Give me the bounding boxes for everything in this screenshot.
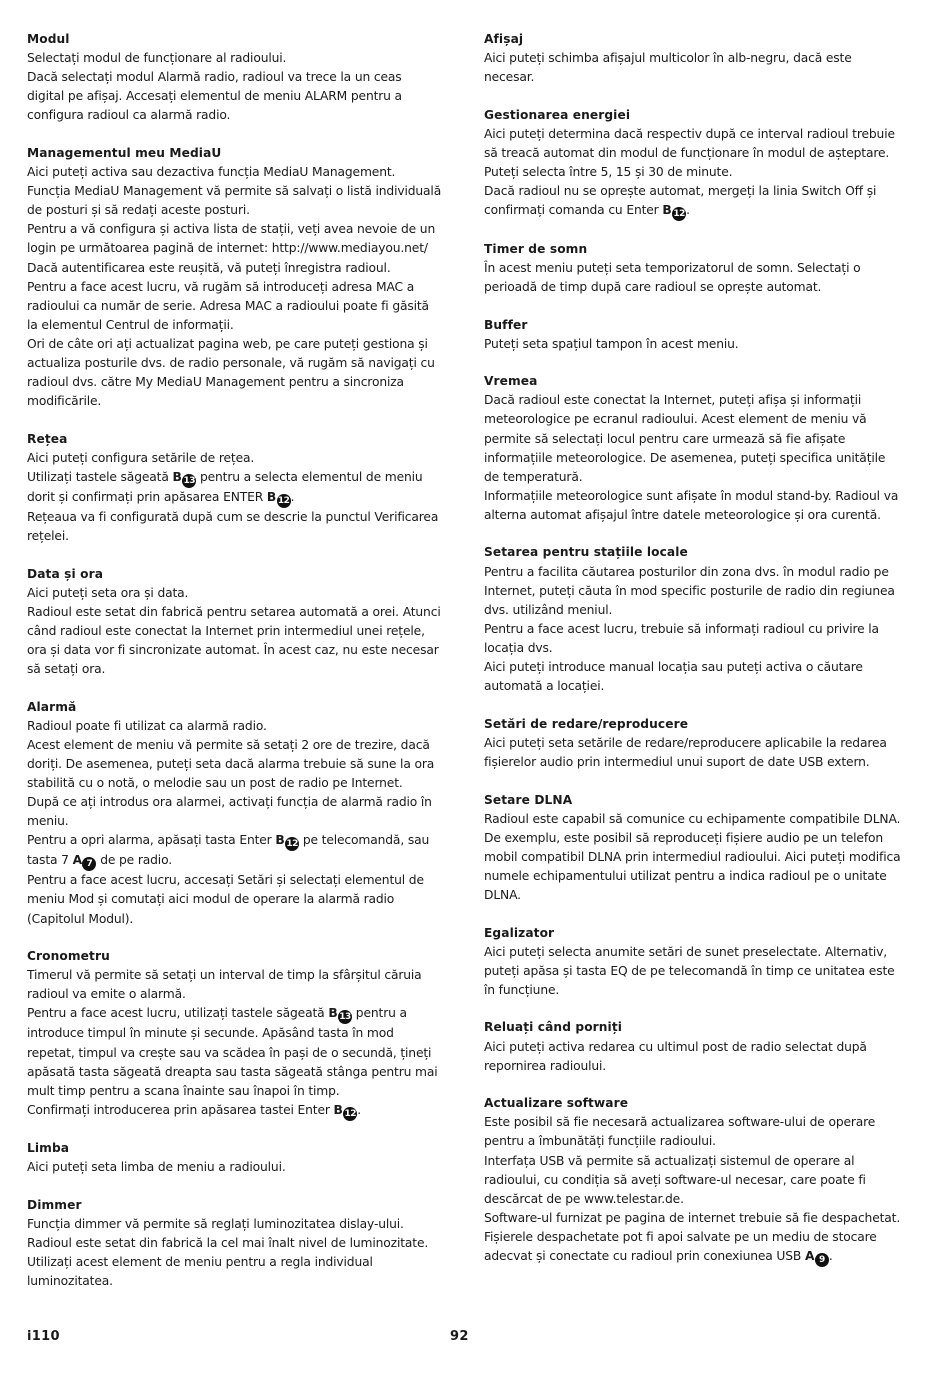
section-heading: Alarmă: [27, 699, 77, 714]
paragraph: [27, 603, 442, 679]
paragraph: [27, 1101, 442, 1121]
section: [27, 698, 442, 929]
text-segment: de pe radio.: [96, 853, 172, 868]
reference-letter: B: [275, 833, 285, 848]
text-segment: .: [357, 1102, 362, 1117]
text-segment: Funcția MediaU Management vă permite să salvați o listă individuală de posturi și să redați aceste posturi.: [27, 184, 442, 218]
text-segment: Pentru a facilita căutarea posturilor din zona dvs. în modul radio pe Internet, puteți căuta în mod specific posturile de radio din regiunea dvs. utilizând meniul.: [484, 564, 895, 617]
button-reference: [72, 853, 97, 870]
paragraph: [484, 1113, 904, 1151]
paragraph: [27, 1215, 442, 1291]
button-reference: [334, 1103, 358, 1117]
section-heading: Gestionarea energiei: [484, 107, 631, 122]
section: [484, 240, 904, 297]
text-segment: Este posibil să fie necesară actualizarea software-ului de operare pentru a îmbunătăți funcțiile radioului.: [484, 1115, 876, 1149]
paragraph: [27, 871, 442, 928]
section-heading: Actualizare software: [484, 1096, 629, 1111]
text-segment: Utilizați tastele săgeată: [27, 469, 173, 484]
section: [484, 543, 904, 696]
paragraph: [27, 68, 442, 125]
text-segment: Pentru a face acest lucru, trebuie să informați radioul cu privire la locația dvs.: [484, 621, 879, 655]
text-segment: Informațiile meteorologice sunt afișate în modul stand-by. Radioul va alterna automat afișajul între datele meteorologice și ora curentă.: [484, 488, 899, 522]
text-segment: După ce ați introdus ora alarmei, activați funcția de alarmă radio în meniu.: [27, 795, 432, 829]
paragraph: [484, 620, 904, 658]
section: [484, 372, 904, 525]
section-heading: Managementul meu MediaU: [27, 145, 222, 160]
section: [27, 30, 442, 125]
reference-letter: A: [804, 1248, 815, 1263]
section-heading: Modul: [27, 32, 70, 46]
button-reference: [662, 203, 686, 220]
section: [484, 316, 904, 354]
section: [484, 106, 904, 221]
paragraph: [484, 163, 904, 182]
paragraph: [484, 943, 904, 1000]
reference-letter: A: [72, 853, 82, 868]
text-segment: pe telecomandă, sau tasta 7: [27, 833, 430, 868]
reference-number-badge: 9: [815, 1253, 829, 1267]
text-segment: .: [290, 489, 295, 504]
button-reference: [805, 1249, 829, 1263]
text-segment: Dacă radioul nu se oprește automat, mergeți la linia Switch Off și confirmați comanda cu Enter: [484, 184, 877, 218]
button-reference: [275, 833, 299, 850]
reference-letter: B: [328, 1006, 338, 1021]
section: [27, 1196, 442, 1291]
text-segment: Aici puteți configura setările de rețea.: [27, 450, 255, 465]
section-heading: Limba: [27, 1141, 70, 1156]
paragraph: [484, 734, 904, 772]
text-segment: Pentru a opri alarma, apăsați tasta Enter: [27, 833, 276, 848]
paragraph: [27, 966, 442, 1004]
text-segment: Aici puteți schimba afișajul multicolor în alb-negru, dacă este necesar.: [484, 51, 852, 85]
reference-letter: B: [172, 469, 182, 484]
paragraph: [27, 468, 442, 508]
section: [27, 947, 442, 1121]
text-segment: Aici puteți activa redarea cu ultimul post de radio selectat după repornirea radioului.: [484, 1039, 867, 1073]
text-segment: pentru a selecta elementul de meniu dorit și confirmați prin apăsarea ENTER: [27, 469, 423, 504]
paragraph: [27, 163, 442, 182]
section: [484, 30, 904, 87]
paragraph: [27, 508, 442, 546]
right-column: [484, 30, 904, 1285]
text-segment: Aici puteți determina dacă respectiv după ce interval radioul trebuie să treacă automat din modul de funcționare în modul de așteptare.: [484, 126, 895, 160]
reference-number-badge: 12: [673, 209, 685, 220]
section-heading: Cronometru: [27, 949, 110, 964]
text-segment: Radioul poate fi utilizat ca alarmă radio.: [27, 718, 267, 733]
text-segment: pentru a introduce timpul în minute și secunde. Apăsând tasta în mod repetat, timpul va crește sau va scădea în pași de o secundă, țineți apăsată tasta săgeată dreapta sau tasta săgeată stânga pentru mai mult timp pentru a scana înainte sau înapoi în timp.: [27, 1006, 438, 1098]
section: [27, 565, 442, 680]
section-heading: Rețea: [27, 431, 68, 446]
reference-number-badge: 13: [339, 1012, 351, 1023]
section: [27, 144, 442, 411]
section-heading: Setarea pentru stațiile locale: [484, 545, 688, 560]
section: [27, 1139, 442, 1177]
text-segment: Software-ul furnizat pe pagina de internet trebuie să fie despachetat. Fișierele despachetate pot fi apoi salvate pe un mediu de stocare adecvat și conectate cu radioul prin conexiunea USB: [484, 1210, 901, 1263]
paragraph: [27, 1004, 442, 1100]
reference-number-badge: 7: [82, 857, 96, 871]
section-heading: Setare DLNA: [484, 792, 573, 807]
text-segment: Aici puteți selecta anumite setări de sunet preselectate. Alternativ, puteți apăsa și tasta EQ de pe telecomandă în timp ce unitatea este în funcțiune.: [484, 944, 895, 997]
text-segment: Rețeaua va fi configurată după cum se descrie la punctul Verificarea rețelei.: [27, 509, 439, 544]
reference-letter: B: [662, 203, 672, 218]
button-reference: [267, 490, 291, 504]
text-segment: Confirmați introducerea prin apăsarea tastei Enter: [27, 1102, 334, 1117]
paragraph: [27, 259, 442, 278]
text-segment: Radioul este setat din fabrică pentru setarea automată a orei. Atunci când radioul este conectat la Internet prin intermediul unei rețele, ora și data vor fi sincronizate automat. În acest caz, nu este necesar să setați ora.: [27, 604, 441, 677]
section: [484, 1018, 904, 1075]
paragraph: [27, 182, 442, 220]
section-heading: Timer de somn: [484, 241, 588, 256]
paragraph: [484, 1209, 904, 1267]
paragraph: [27, 335, 442, 411]
section-heading: Data și ora: [27, 566, 104, 581]
paragraph: [27, 1158, 442, 1177]
section: [27, 430, 442, 546]
paragraph: [27, 449, 442, 468]
paragraph: [27, 736, 442, 793]
footer-model-name: i110: [27, 1329, 60, 1344]
text-segment: Pentru a face acest lucru, vă rugăm să introduceți adresa MAC a radioului ca număr de serie. Adresa MAC a radioului poate fi găsită la elementul Centrul de informații.: [27, 279, 429, 332]
section-heading: Buffer: [484, 317, 528, 332]
text-segment: Timerul vă permite să setați un interval de timp la sfârșitul căruia radioul va emite o alarmă.: [27, 968, 422, 1002]
paragraph: [484, 658, 904, 696]
paragraph: [27, 220, 442, 258]
text-segment: Dacă selectați modul Alarmă radio, radioul va trece la un ceas digital pe afișaj. Accesați elementul de meniu ALARM pentru a configura radioul ca alarmă radio.: [27, 70, 402, 123]
text-segment: .: [686, 203, 690, 218]
section: [484, 791, 904, 906]
page-number: 92: [450, 1329, 469, 1344]
paragraph: [27, 49, 442, 68]
text-segment: Aici puteți introduce manual locația sau puteți activa o căutare automată a locației.: [484, 660, 863, 694]
text-segment: Acest element de meniu vă permite să setați 2 ore de trezire, dacă doriți. De asemenea, puteți seta dacă alarma trebuie să sune la ora stabilită cu o notă, o melodie sau un post de radio pe Internet.: [27, 737, 435, 791]
section: [484, 1094, 904, 1267]
reference-number-badge: 12: [344, 1108, 357, 1119]
text-segment: Pentru a face acest lucru, accesați Setări și selectați elementul de meniu Mod și comutați aici modul de operare la alarmă radio (Capitolul Modul).: [27, 873, 424, 926]
paragraph: [484, 259, 904, 297]
paragraph: [484, 125, 904, 163]
paragraph: [484, 829, 904, 905]
text-segment: Pentru a face acest lucru, utilizați tastele săgeată: [27, 1006, 329, 1021]
reference-number-badge: 12: [286, 839, 298, 850]
text-segment: Selectați modul de funcționare al radioului.: [27, 51, 287, 66]
reference-number-badge: 13: [183, 475, 195, 486]
section: [484, 715, 904, 772]
paragraph: [484, 810, 904, 829]
text-segment: Funcția dimmer vă permite să reglați luminozitatea dislay-ului. Radioul este setat din fabrică la cel mai înalt nivel de luminozitate. Utilizați acest element de meniu pentru a regla individual luminozitatea.: [27, 1217, 429, 1289]
section-heading: Egalizator: [484, 925, 555, 940]
reference-letter: B: [266, 489, 277, 504]
text-segment: Aici puteți seta setările de redare/reproducere aplicabile la redarea fișierelor audio prin intermediul unui suport de date USB extern.: [484, 735, 887, 769]
section-heading: Setări de redare/reproducere: [484, 716, 689, 731]
text-segment: Radioul este capabil să comunice cu echipamente compatibile DLNA.: [484, 811, 901, 826]
paragraph: [27, 793, 442, 831]
paragraph: [27, 717, 442, 736]
paragraph: [484, 1152, 904, 1209]
paragraph: [484, 335, 904, 354]
left-column: [27, 30, 442, 1310]
text-segment: Dacă autentificarea este reușită, vă puteți înregistra radioul.: [27, 260, 391, 275]
text-segment: Dacă radioul este conectat la Internet, puteți afișa și informații meteorologice pe ecranul radioului. Acest element de meniu vă permite să selectați locul pentru care urmează să fie afișate informațiile meteorologice. De asemenea, puteți specifica unitățile de temperatură.: [484, 393, 886, 484]
text-segment: Puteți selecta între 5, 15 și 30 de minute.: [484, 165, 733, 180]
reference-number-badge: 12: [277, 495, 290, 506]
text-segment: Aici puteți seta limba de meniu a radioului.: [27, 1160, 286, 1175]
paragraph: [484, 49, 904, 87]
text-segment: Ori de câte ori ați actualizat pagina web, pe care puteți gestiona și actualiza posturile dvs. de radio personale, vă rugăm să navigați cu radioul dvs. către My MediaU Management pentru a sincroniza modificările.: [27, 336, 435, 409]
section-heading: Vremea: [484, 374, 538, 389]
section: [484, 924, 904, 1000]
text-segment: În acest meniu puteți seta temporizatorul de somn. Selectați o perioadă de timp după care radioul se oprește automat.: [484, 260, 861, 294]
reference-letter: B: [333, 1102, 343, 1117]
text-segment: .: [828, 1248, 833, 1263]
button-reference: [172, 470, 196, 484]
button-reference: [328, 1006, 352, 1023]
paragraph: [27, 278, 442, 335]
text-segment: Pentru a vă configura și activa lista de stații, veți avea nevoie de un login pe următoarea pagină de internet: http://www.mediayou.net/: [27, 222, 436, 256]
paragraph: [484, 487, 904, 525]
paragraph: [484, 563, 904, 620]
text-segment: Interfața USB vă permite să actualizați sistemul de operare al radioului, cu condiția să aveți software-ul necesar, care poate fi descărcat de pe www.telestar.de.: [484, 1153, 866, 1206]
paragraph: [484, 391, 904, 486]
text-segment: De exemplu, este posibil să reproduceți fișiere audio pe un telefon mobil compatibil DLNA prin intermediul radioului. Aici puteți modifica numele echipamentului utilizat pentru a indica radioul pe o unitate DLNA.: [484, 830, 901, 902]
section-heading: Dimmer: [27, 1198, 82, 1212]
paragraph: [484, 182, 904, 221]
text-segment: Aici puteți seta ora și data.: [27, 585, 189, 600]
paragraph: [484, 1038, 904, 1076]
text-segment: Aici puteți activa sau dezactiva funcția MediaU Management.: [27, 165, 396, 180]
paragraph: [27, 831, 442, 871]
section-heading: Reluați când porniți: [484, 1020, 623, 1035]
text-segment: Puteți seta spațiul tampon în acest meniu.: [484, 336, 739, 351]
section-heading: Afișaj: [484, 32, 524, 46]
paragraph: [27, 584, 442, 603]
